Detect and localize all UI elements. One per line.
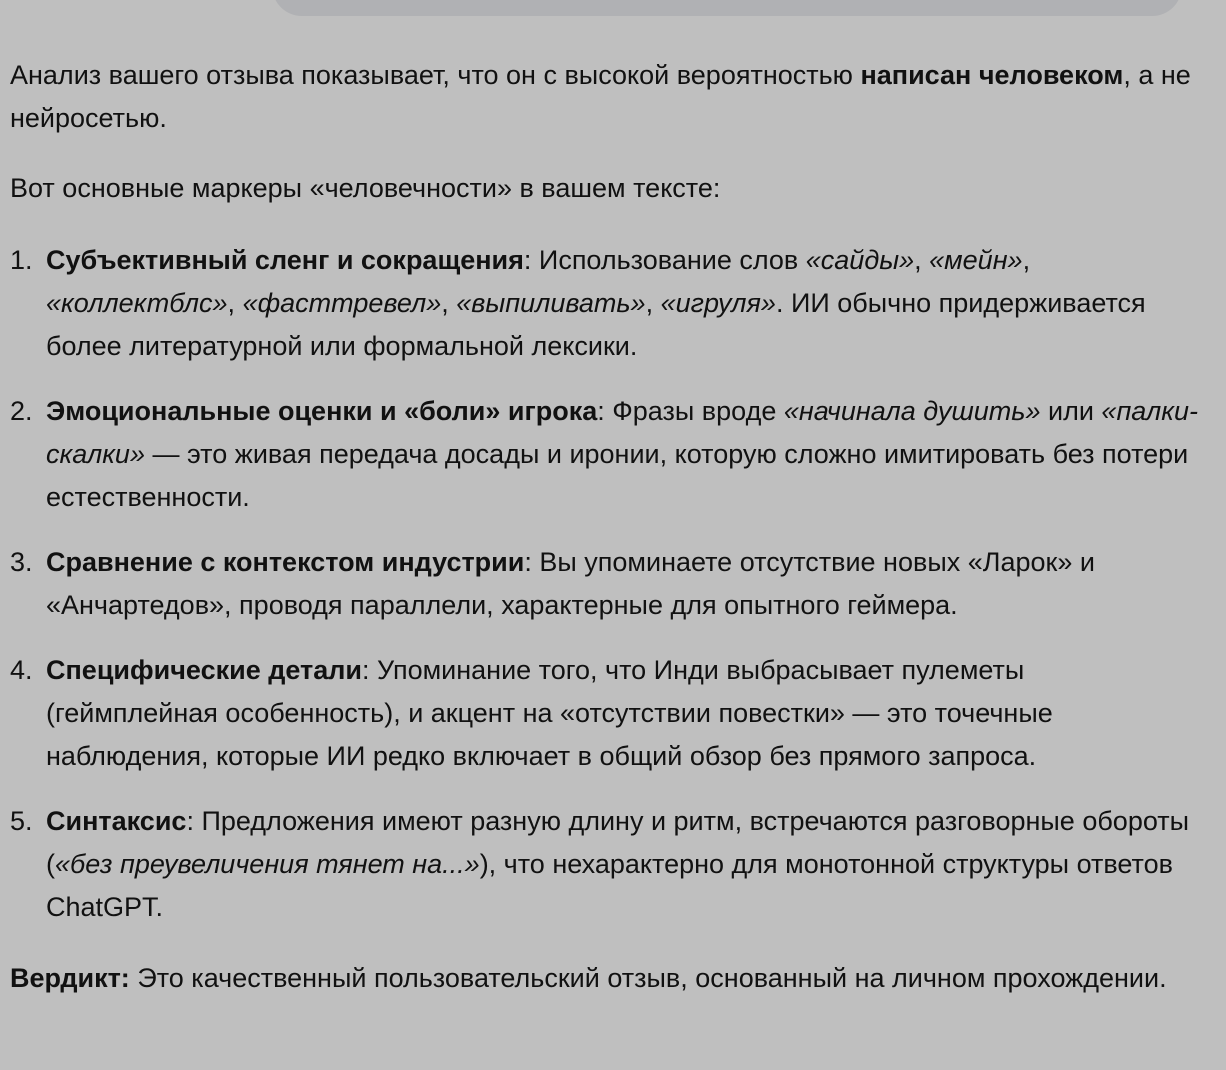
list-item-emphasis: «без преувеличения тянет на...» bbox=[55, 849, 480, 879]
list-item-emphasis: «сайды» bbox=[805, 245, 915, 275]
list-item-emphasis: «игруля» bbox=[660, 288, 776, 318]
list-item-text: — это живая передача досады и иронии, которую сложно имитировать без потери естественности. bbox=[46, 439, 1189, 512]
verdict-paragraph bbox=[10, 957, 1200, 1000]
list-item-number: 4. bbox=[10, 655, 33, 685]
list-item-number: 5. bbox=[10, 806, 33, 836]
list-item-number: 1. bbox=[10, 245, 33, 275]
list-item-text: , bbox=[441, 288, 457, 318]
markers-lead: Вот основные маркеры «человечности» в вашем тексте: bbox=[10, 173, 721, 203]
list-item-title: Эмоциональные оценки и «боли» игрока bbox=[46, 396, 598, 426]
list-item-text: . ИИ обычно придерживается более литературной или формальной лексики. bbox=[46, 288, 1146, 361]
user-message-bubble bbox=[272, 0, 1182, 16]
intro-text-before: Анализ вашего отзыва показывает, что он с высокой вероятностью bbox=[10, 60, 861, 90]
intro-text-after: , а не нейросетью. bbox=[10, 60, 1191, 133]
list-item bbox=[10, 800, 1200, 929]
list-item-text: , bbox=[1022, 245, 1031, 275]
list-item-title: Синтаксис bbox=[46, 806, 187, 836]
list-item-text: : Использование слов bbox=[523, 245, 806, 275]
list-item bbox=[10, 390, 1200, 519]
list-item-emphasis: «выпиливать» bbox=[456, 288, 646, 318]
list-item-text: , bbox=[645, 288, 661, 318]
intro-paragraph bbox=[10, 54, 1200, 140]
list-item-text: , bbox=[227, 288, 243, 318]
list-item-text: : Упоминание того, что Инди выбрасывает пулеметы (геймплейная особенность), и акцент на «отсутствии повестки» — это точечные наблюдения, которые ИИ редко включает в общий обзор без прямого запроса. bbox=[46, 655, 1053, 771]
list-item-text: или bbox=[1040, 396, 1102, 426]
list-item-text: : Вы упоминаете отсутствие новых «Ларок» и «Анчартедов», проводя параллели, характерные для опытного геймера. bbox=[46, 547, 1095, 620]
list-item-emphasis: «палки-скалки» bbox=[46, 396, 1198, 469]
verdict-text: Это качественный пользовательский отзыв, основанный на личном прохождении. bbox=[129, 963, 1167, 993]
list-item bbox=[10, 239, 1200, 368]
list-item bbox=[10, 541, 1200, 627]
list-item-number: 2. bbox=[10, 396, 33, 426]
list-item-title: Субъективный сленг и сокращения bbox=[46, 245, 524, 275]
assistant-message bbox=[10, 54, 1200, 1000]
list-item-text: : Предложения имеют разную длину и ритм, встречаются разговорные обороты ( bbox=[46, 806, 1190, 879]
list-item-text: : Фразы вроде bbox=[597, 396, 784, 426]
list-item bbox=[10, 649, 1200, 778]
list-item-title: Специфические детали bbox=[46, 655, 363, 685]
list-item-emphasis: «фасттревел» bbox=[242, 288, 442, 318]
verdict-label: Вердикт: bbox=[10, 963, 130, 993]
list-item-text: , bbox=[914, 245, 930, 275]
list-item-text: ), что нехарактерно для монотонной структуры ответов ChatGPT. bbox=[46, 849, 1173, 922]
list-item-emphasis: «начинала душить» bbox=[783, 396, 1041, 426]
list-item-emphasis: «коллектблс» bbox=[46, 288, 228, 318]
list-item-number: 3. bbox=[10, 547, 33, 577]
markers-list bbox=[10, 239, 1200, 929]
list-item-title: Сравнение с контекстом индустрии bbox=[46, 547, 525, 577]
list-item-emphasis: «мейн» bbox=[929, 245, 1023, 275]
intro-bold-conclusion: написан человеком bbox=[860, 60, 1124, 90]
